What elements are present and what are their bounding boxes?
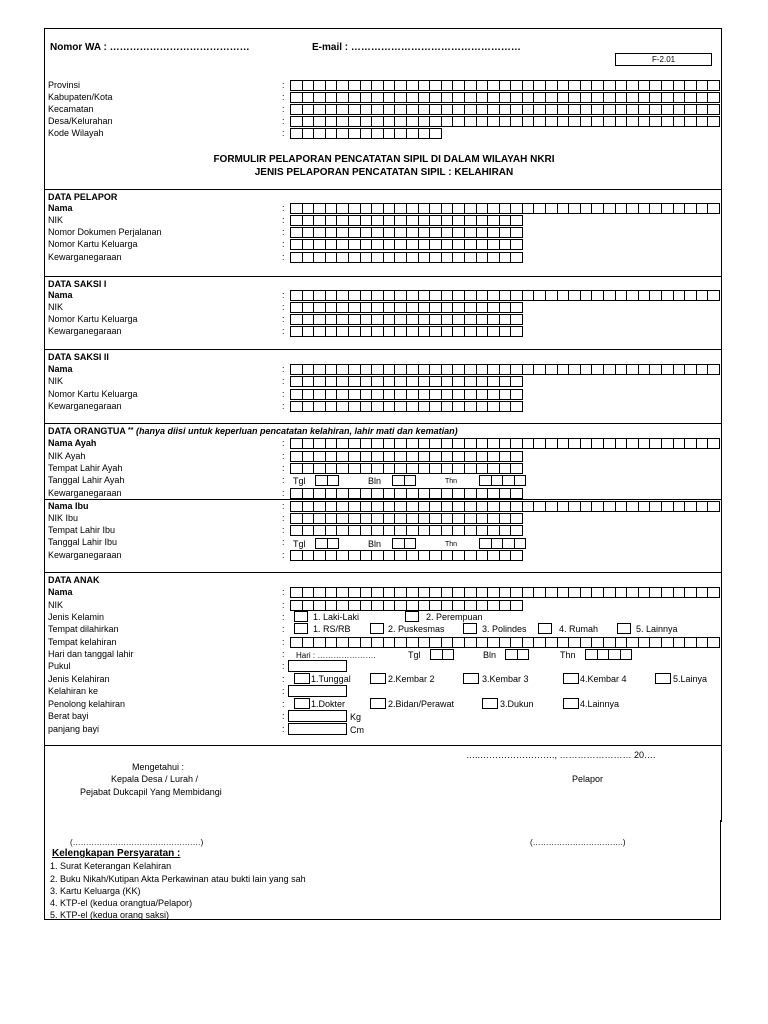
field-label: NIK (48, 376, 64, 386)
tempat-option: 4. Rumah (559, 624, 599, 634)
field-colon: : (282, 389, 285, 399)
field-label: Nama Ibu (48, 501, 89, 511)
character-cell[interactable] (514, 475, 527, 486)
character-cell[interactable] (707, 116, 720, 127)
hari-label: Hari : …………………. (296, 651, 376, 660)
section-divider (44, 189, 721, 190)
character-cell[interactable] (707, 501, 720, 512)
character-cell[interactable] (707, 637, 720, 648)
sign-date: …..……………………., …………………… 20…. (466, 750, 656, 760)
penolong-option: 1.Dokter (311, 699, 346, 709)
bln-label: Bln (368, 539, 382, 549)
character-cell[interactable] (510, 451, 523, 462)
section-heading-saksi1: DATA SAKSI I (48, 279, 107, 289)
section-divider (44, 572, 721, 573)
ayah-cells[interactable] (290, 451, 522, 462)
field-label: NIK (48, 302, 64, 312)
tempat-checkbox[interactable] (463, 623, 477, 634)
field-colon: : (282, 501, 285, 511)
thn-cells[interactable] (479, 475, 525, 486)
section-heading-orangtua (48, 425, 458, 437)
field-label: Kewarganegaraan (48, 252, 122, 262)
thn-label: Thn (560, 650, 576, 660)
tempat-checkbox[interactable] (294, 623, 308, 634)
field-label: Kewarganegaraan (48, 326, 122, 336)
jk-checkbox[interactable] (405, 611, 419, 622)
pelapor-cells[interactable] (290, 227, 522, 238)
field-colon: : (282, 128, 285, 138)
tempat-option: 3. Polindes (482, 624, 527, 634)
section-divider (44, 423, 721, 424)
character-cell[interactable] (510, 600, 523, 611)
saksi1-cells[interactable] (290, 290, 719, 301)
wilayah-label: Kode Wilayah (48, 128, 104, 138)
character-cell[interactable] (707, 438, 720, 449)
left-signature-name: (…………………………………………) (70, 838, 204, 847)
ayah-cells[interactable] (290, 463, 522, 474)
tgl-label: Tgl (293, 539, 306, 549)
wilayah-label: Kabupaten/Kota (48, 92, 113, 102)
character-cell[interactable] (442, 649, 455, 660)
field-label: Tempat Lahir Ibu (48, 525, 116, 535)
tgl-cells[interactable] (315, 475, 338, 486)
character-cell[interactable] (510, 215, 523, 226)
field-colon: : (282, 451, 285, 461)
jk-option: 2. Perempuan (426, 612, 483, 622)
wilayah-label: Kecamatan (48, 104, 94, 114)
section-heading-anak: DATA ANAK (48, 575, 100, 585)
kepala-label: Kepala Desa / Lurah / (111, 774, 199, 784)
character-cell[interactable] (510, 463, 523, 474)
field-colon: : (282, 649, 285, 659)
persyaratan-item: 3. Kartu Keluarga (KK) (50, 886, 141, 896)
field-colon: : (282, 314, 285, 324)
field-label: Nama (48, 203, 73, 213)
character-cell[interactable] (707, 104, 720, 115)
character-cell[interactable] (517, 649, 530, 660)
field-colon: : (282, 252, 285, 262)
tempat-checkbox[interactable] (617, 623, 631, 634)
kelahiran-ke-field[interactable] (288, 685, 347, 697)
mengetahui-label: Mengetahui : (132, 762, 185, 772)
character-cell[interactable] (429, 128, 442, 139)
field-colon: : (282, 80, 285, 90)
jenis-option: 1.Tunggal (311, 674, 351, 684)
field-label: Tempat kelahiran (48, 637, 117, 647)
field-colon: : (282, 239, 285, 249)
ibu-cells[interactable] (290, 501, 719, 512)
field-colon: : (282, 116, 285, 126)
orangtua-heading-text: DATA ORANGTUA (48, 426, 126, 436)
section-heading-saksi2: DATA SAKSI II (48, 352, 109, 362)
saksi2-cells[interactable] (290, 401, 522, 412)
field-colon: : (282, 686, 285, 696)
field-label: Nama (48, 587, 73, 597)
section-divider (44, 745, 721, 746)
anak-nama-cells[interactable] (290, 587, 719, 598)
saksi2-cells[interactable] (290, 376, 522, 387)
bln-cells[interactable] (505, 649, 528, 660)
field-colon: : (282, 92, 285, 102)
field-label: Jenis Kelamin (48, 612, 105, 622)
bln-cells[interactable] (392, 538, 415, 549)
character-cell[interactable] (510, 326, 523, 337)
jenis-checkbox[interactable] (563, 673, 579, 684)
penolong-checkbox[interactable] (370, 698, 386, 709)
field-label: Berat bayi (48, 711, 89, 721)
character-cell[interactable] (707, 203, 720, 214)
form-title: FORMULIR PELAPORAN PENCATATAN SIPIL DI DALAM WILAYAH NKRI (213, 154, 555, 165)
field-colon: : (282, 290, 285, 300)
pukul-field[interactable] (288, 660, 347, 672)
pelapor-cells[interactable] (290, 215, 522, 226)
character-cell[interactable] (404, 538, 417, 549)
penolong-checkbox[interactable] (563, 698, 579, 709)
cm-unit: Cm (350, 725, 364, 735)
character-cell[interactable] (510, 513, 523, 524)
field-label: Nomor Kartu Keluarga (48, 239, 138, 249)
field-colon: : (282, 724, 285, 734)
field-colon: : (282, 525, 285, 535)
form-right-edge (720, 820, 721, 920)
tgl-cells[interactable] (315, 538, 338, 549)
character-cell[interactable] (707, 364, 720, 375)
berat-field[interactable] (288, 710, 347, 722)
ibu-cells[interactable] (290, 550, 522, 561)
persyaratan-item: 5. KTP-el (kedua orang saksi) (50, 910, 170, 920)
field-colon: : (282, 550, 285, 560)
character-cell[interactable] (707, 92, 720, 103)
character-cell[interactable] (510, 525, 523, 536)
ayah-cells[interactable] (290, 438, 719, 449)
tempat-checkbox[interactable] (370, 623, 384, 634)
pelapor-cells[interactable] (290, 252, 522, 263)
persyaratan-item: 1. Surat Keterangan Kelahiran (50, 861, 172, 871)
field-colon: : (282, 674, 285, 684)
penolong-checkbox[interactable] (294, 698, 310, 709)
field-colon: : (282, 438, 285, 448)
tempat-kelahiran-cells[interactable] (290, 637, 719, 648)
field-label: Nomor Kartu Keluarga (48, 389, 138, 399)
character-cell[interactable] (620, 649, 633, 660)
character-cell[interactable] (327, 538, 340, 549)
character-cell[interactable] (707, 80, 720, 91)
field-label: Pukul (48, 661, 71, 671)
jk-option: 1. Laki-Laki (313, 612, 360, 622)
jenis-checkbox[interactable] (294, 673, 310, 684)
tempat-checkbox[interactable] (538, 623, 552, 634)
field-label: Nama (48, 290, 73, 300)
wilayah-label: Desa/Kelurahan (48, 116, 113, 126)
field-colon: : (282, 699, 285, 709)
thn-label: Thn (445, 478, 458, 485)
persyaratan-item: 4. KTP-el (kedua orangtua/Pelapor) (50, 898, 193, 908)
nomor-wa-label: Nomor WA : …………………………………… (50, 42, 250, 53)
character-cell[interactable] (510, 239, 523, 250)
field-label: Tempat Lahir Ayah (48, 463, 123, 473)
penolong-option: 4.Lainnya (580, 699, 620, 709)
ibu-cells[interactable] (290, 525, 522, 536)
form-subtitle: JENIS PELAPORAN PENCATATAN SIPIL : KELAHIRAN (254, 167, 514, 178)
pejabat-label: Pejabat Dukcapil Yang Membidangi (80, 787, 222, 797)
penolong-option: 3.Dukun (500, 699, 534, 709)
field-label: NIK Ibu (48, 513, 79, 523)
field-colon: : (282, 401, 285, 411)
wilayah-cells[interactable] (290, 92, 719, 103)
ibu-cells[interactable] (290, 513, 522, 524)
saksi1-cells[interactable] (290, 326, 522, 337)
field-colon: : (282, 661, 285, 671)
wilayah-cells[interactable] (290, 104, 719, 115)
penolong-checkbox[interactable] (482, 698, 498, 709)
jenis-option: 3.Kembar 3 (482, 674, 529, 684)
field-colon: : (282, 624, 285, 634)
tgl-label: Tgl (293, 476, 306, 486)
character-cell[interactable] (327, 475, 340, 486)
character-cell[interactable] (707, 587, 720, 598)
saksi2-cells[interactable] (290, 364, 719, 375)
character-cell[interactable] (510, 488, 523, 499)
kg-unit: Kg (350, 712, 362, 722)
form-code: F-2.01 (652, 55, 676, 64)
wilayah-cells[interactable] (290, 128, 441, 139)
character-cell[interactable] (510, 302, 523, 313)
persyaratan-heading: Kelengkapan Persyaratan : (52, 848, 181, 859)
character-cell[interactable] (510, 227, 523, 238)
field-label: Penolong kelahiran (48, 699, 126, 709)
field-label: NIK (48, 600, 64, 610)
orangtua-note: (hanya diisi untuk keperluan pencatatan kelahiran, lahir mati dan kematian) (135, 426, 458, 436)
ayah-cells[interactable] (290, 488, 522, 499)
field-colon: : (282, 488, 285, 498)
field-label: panjang bayi (48, 724, 100, 734)
field-label: Nama Ayah (48, 438, 97, 448)
jenis-option: 4.Kembar 4 (580, 674, 627, 684)
field-colon: : (282, 600, 285, 610)
jenis-checkbox[interactable] (655, 673, 671, 684)
tgl-label: Tgl (408, 650, 421, 660)
penolong-option: 2.Bidan/Perawat (388, 699, 455, 709)
character-cell[interactable] (510, 389, 523, 400)
field-label: Kewarganegaraan (48, 488, 122, 498)
wilayah-cells[interactable] (290, 116, 719, 127)
field-colon: : (282, 203, 285, 213)
jenis-option: 2.Kembar 2 (388, 674, 435, 684)
thn-cells[interactable] (479, 538, 525, 549)
field-label: Tanggal Lahir Ibu (48, 537, 118, 547)
field-colon: : (282, 302, 285, 312)
field-label: Hari dan tanggal lahir (48, 649, 134, 659)
character-cell[interactable] (514, 538, 527, 549)
saksi1-cells[interactable] (290, 302, 522, 313)
field-colon: : (282, 104, 285, 114)
saksi1-cells[interactable] (290, 314, 522, 325)
thn-label: Thn (445, 541, 458, 548)
field-label: Kewarganegaraan (48, 401, 122, 411)
email-label: E-mail : …………………………………………… (312, 42, 521, 53)
section-heading-pelapor: DATA PELAPOR (48, 192, 118, 202)
field-label: NIK Ayah (48, 451, 86, 461)
section-divider (44, 499, 721, 500)
field-label: Nama (48, 364, 73, 374)
field-colon: : (282, 227, 285, 237)
field-colon: : (282, 364, 285, 374)
bln-label: Bln (368, 476, 382, 486)
field-colon: : (282, 513, 285, 523)
pelapor-cells[interactable] (290, 239, 522, 250)
pelapor-cells[interactable] (290, 203, 719, 214)
field-colon: : (282, 326, 285, 336)
field-label: Nomor Kartu Keluarga (48, 314, 138, 324)
field-colon: : (282, 376, 285, 386)
right-signature-name: (…………………………….) (530, 838, 626, 847)
pelapor-label: Pelapor (572, 774, 604, 784)
field-colon: : (282, 537, 285, 547)
field-label: Kelahiran ke (48, 686, 99, 696)
tempat-option: 1. RS/RB (313, 624, 351, 634)
form-left-edge (44, 820, 45, 920)
section-divider (44, 349, 721, 350)
character-cell[interactable] (510, 401, 523, 412)
character-cell[interactable] (510, 376, 523, 387)
thn-cells[interactable] (585, 649, 631, 660)
field-label: NIK (48, 215, 64, 225)
character-cell[interactable] (510, 252, 523, 263)
character-cell[interactable] (510, 550, 523, 561)
wilayah-label: Provinsi (48, 80, 81, 90)
field-colon: : (282, 475, 285, 485)
field-label: Jenis Kelahiran (48, 674, 110, 684)
orangtua-mark: ** (128, 427, 134, 434)
anak-nik-cells[interactable] (290, 600, 522, 611)
jk-checkbox[interactable] (294, 611, 308, 622)
field-colon: : (282, 215, 285, 225)
character-cell[interactable] (404, 475, 417, 486)
section-divider (44, 276, 721, 277)
character-cell[interactable] (510, 314, 523, 325)
field-colon: : (282, 587, 285, 597)
persyaratan-item: 2. Buku Nikah/Kutipan Akta Perkawinan atau bukti lain yang sah (50, 874, 306, 884)
wilayah-cells[interactable] (290, 80, 719, 91)
tempat-option: 2. Puskesmas (388, 624, 445, 634)
field-label: Tanggal Lahir Ayah (48, 475, 125, 485)
tempat-option: 5. Lainnya (636, 624, 678, 634)
field-label: Nomor Dokumen Perjalanan (48, 227, 162, 237)
field-colon: : (282, 612, 285, 622)
jenis-checkbox[interactable] (370, 673, 386, 684)
jenis-checkbox[interactable] (463, 673, 479, 684)
saksi2-cells[interactable] (290, 389, 522, 400)
bln-label: Bln (483, 650, 497, 660)
bln-cells[interactable] (392, 475, 415, 486)
field-colon: : (282, 463, 285, 473)
field-colon: : (282, 637, 285, 647)
field-label: Tempat dilahirkan (48, 624, 119, 634)
panjang-field[interactable] (288, 723, 347, 735)
tgl-cells[interactable] (430, 649, 453, 660)
jenis-option: 5.Lainya (673, 674, 708, 684)
character-cell[interactable] (707, 290, 720, 301)
field-colon: : (282, 711, 285, 721)
field-label: Kewarganegaraan (48, 550, 122, 560)
